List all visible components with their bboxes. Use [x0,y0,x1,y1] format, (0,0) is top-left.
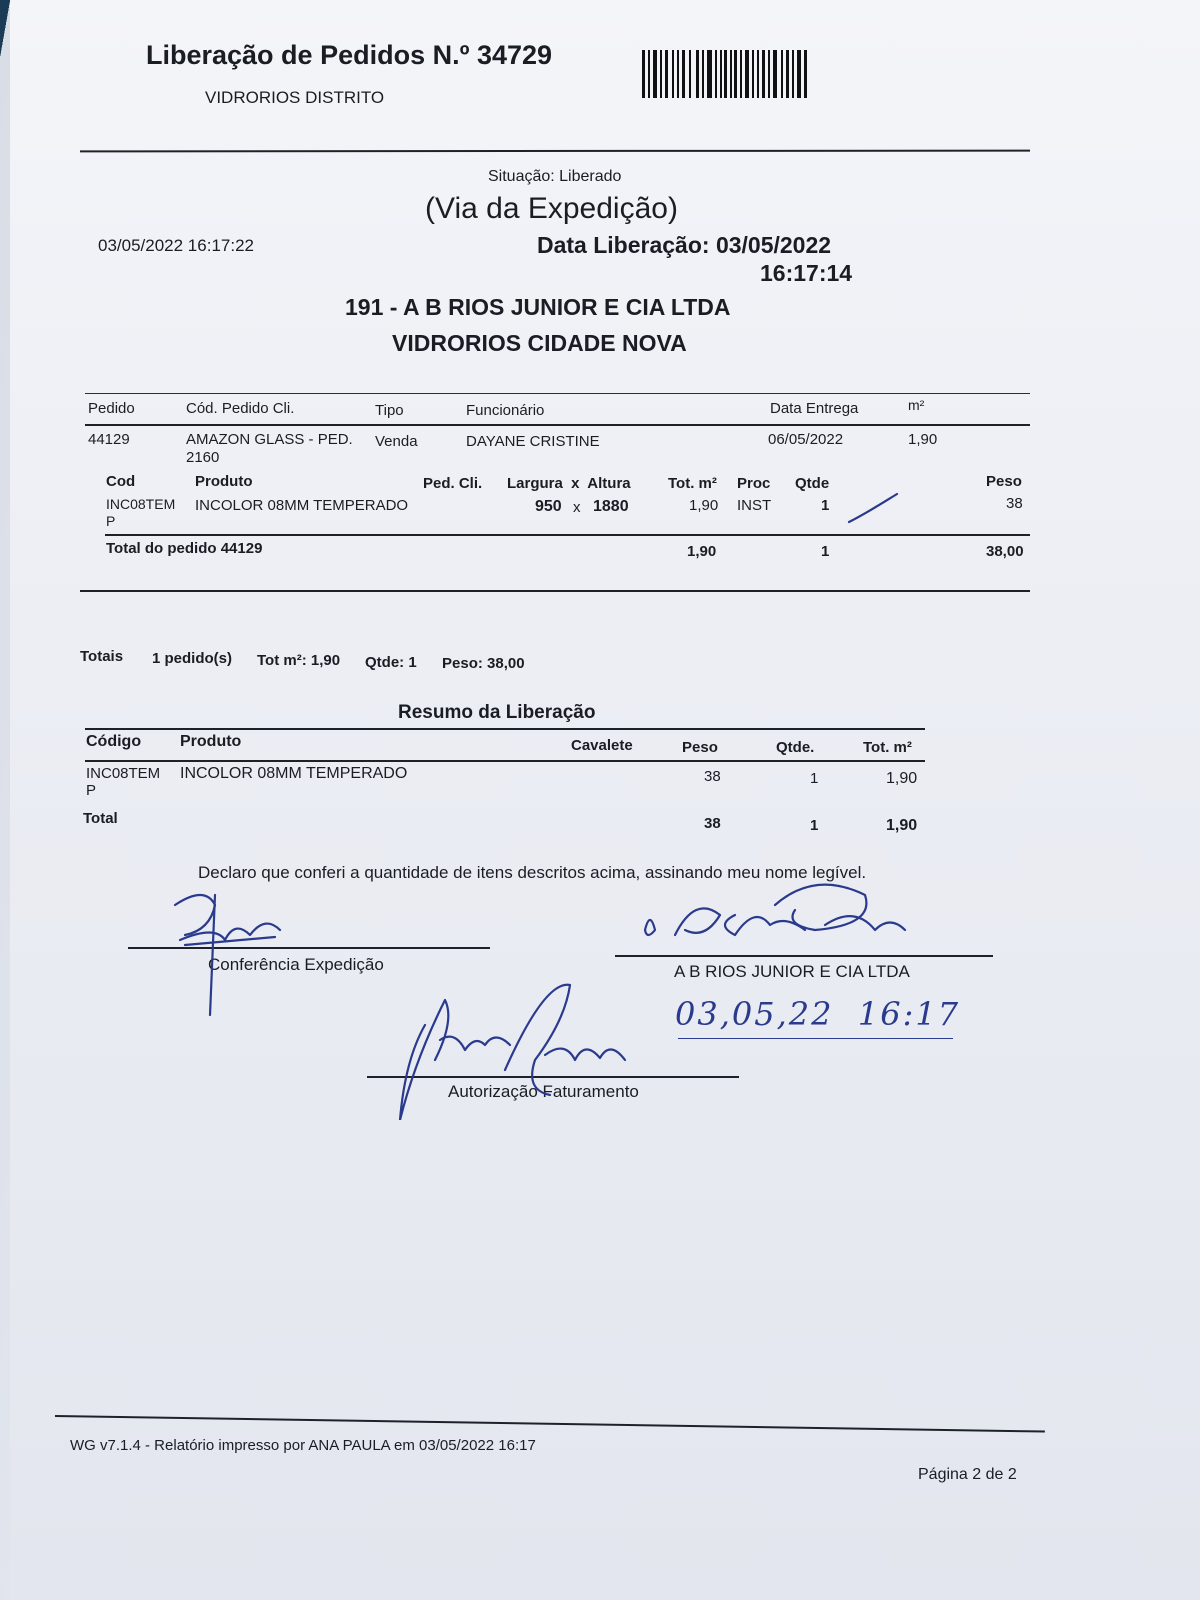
divider [80,590,1030,592]
cell-x: x [573,499,581,516]
cell-peso: 38 [1006,495,1023,512]
cell-cod-cli: AMAZON GLASS - PED. [186,431,353,448]
cell-peso: 38 [704,768,721,785]
cell-tipo: Venda [375,433,418,450]
col-cod-cli: Cód. Pedido Cli. [186,400,295,417]
cell-produto: INCOLOR 08MM TEMPERADO [180,765,408,782]
col-qtde: Qtde. [776,739,815,756]
cell-qtde: 1 [821,497,830,514]
summary-header-rule [85,760,925,762]
col-m2: m² [908,397,925,413]
footer-rule [55,1415,1045,1433]
col-pedido: Pedido [88,400,135,417]
cell-pedido: 44129 [88,431,130,448]
col-peso: Peso [682,739,718,756]
table-top-rule [85,393,1030,394]
via-label: (Via da Expedição) [425,192,678,225]
conferencia-label: Conferência Expedição [208,955,384,974]
release-date: Data Liberação: 03/05/2022 [537,232,832,258]
col-tipo: Tipo [375,402,404,419]
cell-funcionario: DAYANE CRISTINE [466,433,600,450]
totals-m2: Tot m²: 1,90 [257,652,341,669]
cell-qtde: 1 [810,770,819,787]
col-codigo: Código [86,733,142,750]
cell-proc: INST [737,497,772,514]
summary-title: Resumo da Liberação [398,702,596,723]
cell-produto: INCOLOR 08MM TEMPERADO [195,497,409,514]
item-rule [105,534,1030,536]
summary-total-label: Total [83,810,118,827]
cell-largura: 950 [535,498,562,515]
cell-m2: 1,90 [908,431,938,448]
cell-tot-m2: 1,90 [886,770,918,787]
summary-top-rule [85,728,925,730]
document-title: Liberação de Pedidos N.º 34729 [146,40,553,70]
autorizacao-label: Autorização Faturamento [448,1082,639,1101]
col-peso: Peso [986,473,1022,490]
barcode [642,50,812,100]
print-datetime: 03/05/2022 16:17:22 [98,236,254,255]
totals-label: Totais [80,648,124,665]
divider [80,150,1030,153]
cell-altura: 1880 [593,498,629,515]
col-funcionario: Funcionário [466,402,545,419]
totals-peso: Peso: 38,00 [442,655,525,672]
cell-tot-m2: 1,90 [689,497,719,514]
document-page [10,0,1200,1600]
order-total-m2: 1,90 [687,543,717,560]
order-total-label: Total do pedido 44129 [106,540,263,557]
signature-autorizacao [385,980,645,1120]
col-largura-altura: Largura x Altura [507,475,631,492]
printed-by: WG v7.1.4 - Relatório impresso por ANA PAULA em 03/05/2022 16:17 [70,1437,536,1454]
situation-label: Situação: Liberado [488,168,622,185]
col-data-entrega: Data Entrega [770,400,859,417]
release-time: 16:17:14 [760,260,853,286]
page-number: Página 2 de 2 [918,1466,1017,1483]
col-tot-m2: Tot. m² [668,475,717,492]
customer-name: 191 - A B RIOS JUNIOR E CIA LTDA [345,294,731,320]
company-signature-label: A B RIOS JUNIOR E CIA LTDA [674,962,910,981]
checkmark-stroke [845,488,905,528]
date-underline [678,1038,953,1039]
cell-codigo-cont: P [86,782,97,799]
header-rule [85,424,1030,426]
signature-conferencia [155,875,295,1025]
cell-cod-cont: P [106,513,116,529]
order-total-peso: 38,00 [986,543,1024,560]
col-cavalete: Cavalete [571,737,633,754]
order-total-qtde: 1 [821,543,830,560]
col-proc: Proc [737,475,771,492]
summary-total-qtde: 1 [810,817,819,834]
summary-total-peso: 38 [704,815,721,832]
col-produto: Produto [180,733,242,750]
summary-total-m2: 1,90 [886,817,918,834]
totals-pedidos: 1 pedido(s) [152,650,233,667]
col-produto: Produto [195,473,253,490]
col-ped-cli: Ped. Cli. [423,475,483,492]
cell-data-entrega: 06/05/2022 [768,431,844,448]
col-tot-m2: Tot. m² [863,739,912,756]
company-name: VIDRORIOS DISTRITO [205,88,385,107]
cell-cod: INC08TEM [106,496,176,512]
totals-qtde: Qtde: 1 [365,654,417,671]
handwritten-date: 03,05,22 16:17 [675,995,961,1033]
declaration-text: Declaro que conferi a quantidade de itens descritos acima, assinando meu nome legível. [198,863,867,882]
customer-branch: VIDRORIOS CIDADE NOVA [392,330,687,356]
cell-cod-cli-cont: 2160 [186,449,220,466]
col-cod: Cod [106,473,136,490]
col-qtde: Qtde [795,475,830,492]
signature-company [635,875,925,960]
cell-codigo: INC08TEM [86,765,161,782]
